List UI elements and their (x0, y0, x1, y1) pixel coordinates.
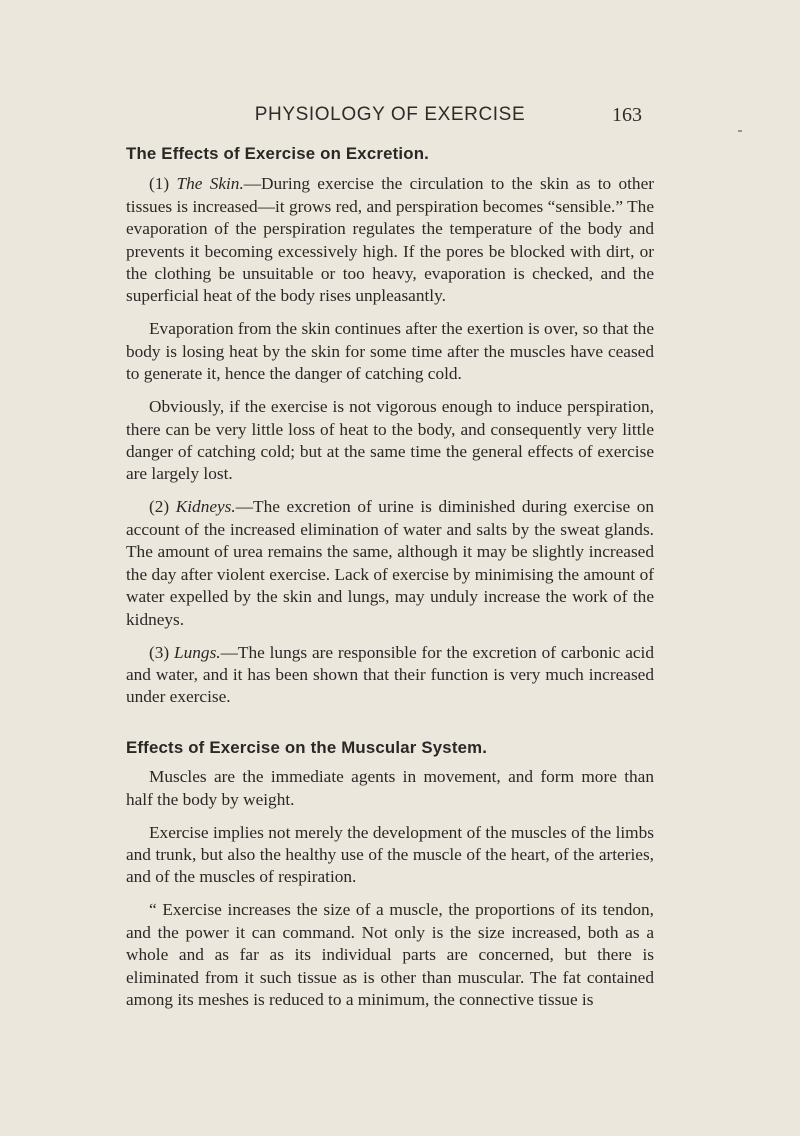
paragraph-lungs (126, 642, 654, 709)
paragraph-skin (126, 173, 654, 307)
running-title: PHYSIOLOGY OF EXERCISE (254, 104, 526, 125)
paragraph-muscles: Muscles are the immediate agents in movement, and form more than half the body by weight. (126, 767, 654, 809)
body-text (126, 143, 654, 1022)
item-number-kidneys: (2) (149, 497, 170, 517)
paragraph-evaporation: Evaporation from the skin continues after the exertion is over, so that the body is losing heat by the skin for some time after the muscles have ceased to generate it, hence the danger of catching cold. (126, 319, 654, 384)
item-text-lungs: —The lungs are responsible for the excretion of carbonic acid and water, and it has been shown that their function is very much increased under exercise. (126, 642, 654, 707)
paragraph-exercise-implies: Exercise implies not merely the development of the muscles of the limbs and trunk, but also the healthy use of the muscle of the heart, of the arteries, and of the muscles of respiration. (126, 822, 654, 887)
item-text-kidneys: —The excretion of urine is diminished during exercise on account of the increased elimination of water and salts by the sweat glands. The amount of urea remains the same, although it may be slightly increased the day after violent exercise. Lack of exercise by minimising the amount of water expelled by the skin and lungs, may unduly increase the work of the kidneys. (126, 497, 654, 629)
paragraph-obviously: Obviously, if the exercise is not vigorous enough to induce perspiration, there can be very little loss of heat to the body, and consequently very little danger of catching cold; but at the same time the general effects of exercise are largely lost. (126, 397, 654, 484)
section-heading-excretion: The Effects of Exercise on Excretion. (126, 144, 430, 163)
paragraph-kidneys (126, 496, 654, 630)
running-head (0, 104, 800, 134)
item-title-kidneys: Kidneys. (175, 497, 236, 517)
margin-speck (738, 130, 742, 132)
item-title-skin: The Skin. (176, 174, 244, 194)
item-title-lungs: Lungs. (174, 642, 221, 662)
item-text-skin: —During exercise the circulation to the skin as to other tissues is increased—it grows red, and perspiration becomes “sensible.” The evaporation of the perspiration regulates the temperature of the body and prevents it becoming excessively high. If the pores be blocked with dirt, or the clothing be unsuitable or too heavy, evaporation is checked, and the superficial heat of the body rises unpleasantly. (126, 174, 654, 306)
item-number-skin: (1) (149, 174, 170, 194)
paragraph-quotation: “ Exercise increases the size of a muscle, the proportions of its tendon, and the power it can command. Not only is the size increased, both as a whole and as far as its individual parts are concerned, but there is eliminated from it such tissue as is other than muscular. The fat contained among its meshes is reduced to a minimum, the connective tissue is (126, 900, 654, 1009)
section-heading-muscular: Effects of Exercise on the Muscular System. (126, 737, 488, 757)
page-number: 163 (612, 104, 642, 126)
item-number-lungs: (3) (149, 642, 170, 662)
